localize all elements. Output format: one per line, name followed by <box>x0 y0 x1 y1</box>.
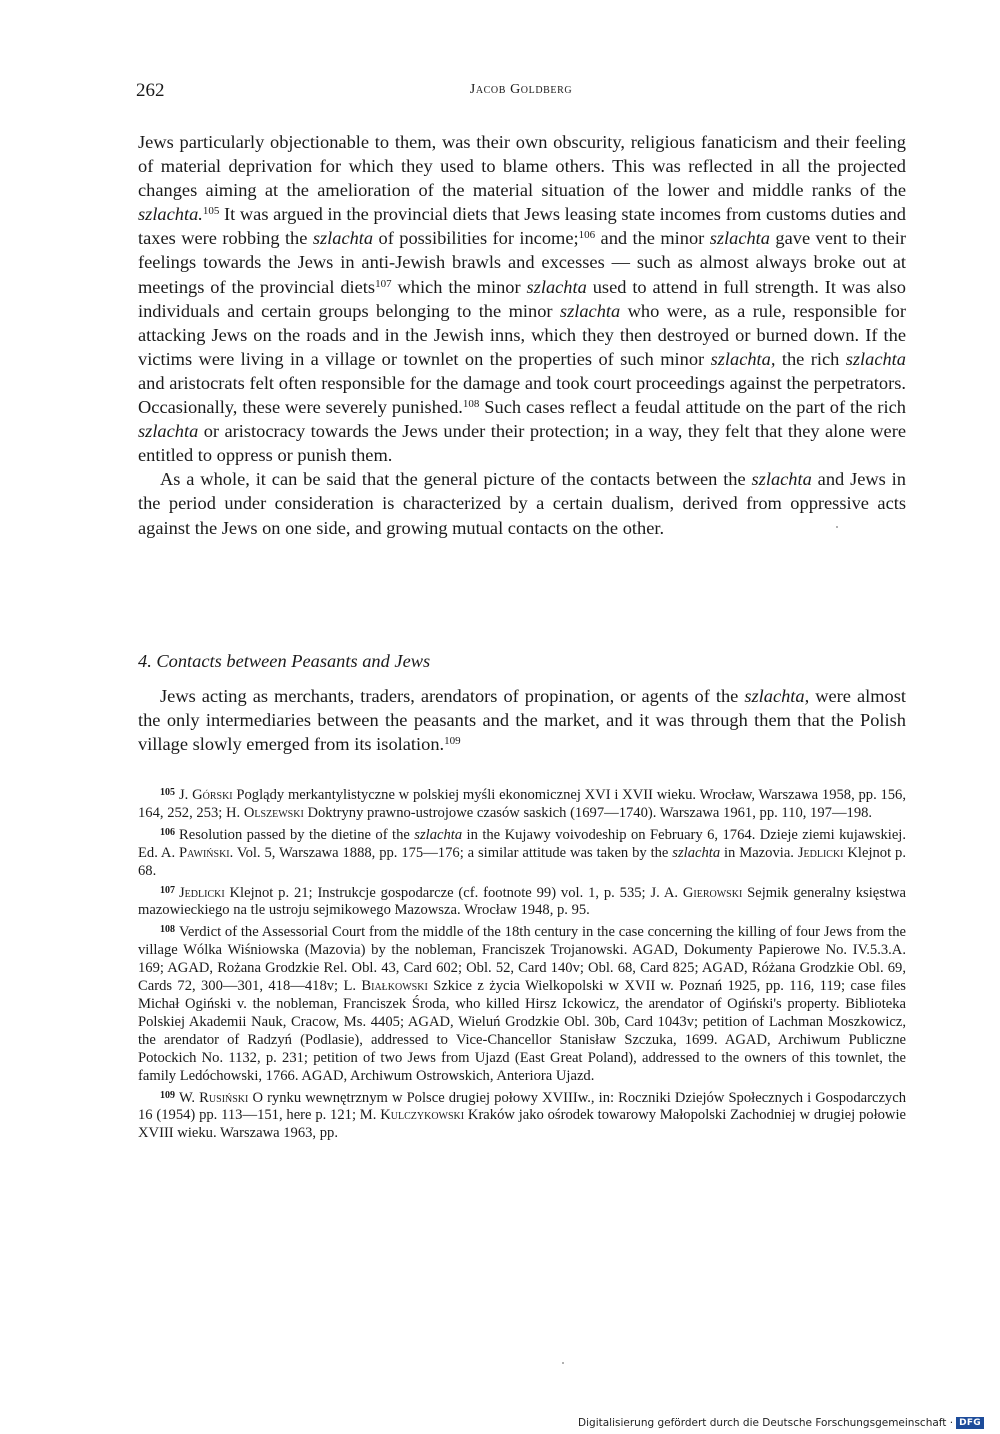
footnote-106: $^{106}$ Resolution passed by the dietine of the szlachta in the Kujawy voivodeship on February 6, 1764. Dzieje ziemi kujawskiej. Ed. A. Pawiński. Vol. 5, Warszawa 1888, pp. 175—176; a similar attitude was taken by the szlachta in Mazovia. Jedlicki Klejnot p. 68. <box>138 826 906 879</box>
scan-speck <box>562 1362 564 1364</box>
paragraph-1: Jews particularly objectionable to them, was their own obscurity, religious fanaticism and their feeling of material deprivation for which they used to blame others. This was reflected in all the projected changes aiming at the amelioration of the material situation of the lower and middle ranks of the szlachta.$^{105}$ It was argued in the provincial diets that Jews leasing state incomes from customs duties and taxes were robbing the szlachta of possibilities for income;$^{106}$ and the minor szlachta gave vent to their feelings towards the Jews in anti-Jewish brawls and excesses — such as almost always broke out at meetings of the provincial diets$^{107}$ which the minor szlachta used to attend in full strength. It was also individuals and certain groups belonging to the minor szlachta who were, as a rule, responsible for attacking Jews on the roads and in the Jewish inns, which they then destroyed or burned down. If the victims were living in a village or townlet on the properties of such minor szlachta, the rich szlachta and aristocrats felt often responsible for the damage and took court proceedings against the perpetrators. Occasionally, these were severely punished.$^{108}$ Such cases reflect a feudal attitude on the part of the rich szlachta or aristocracy towards the Jews under their protection; in a way, they felt that they alone were entitled to oppress or punish them. <box>138 132 907 466</box>
footnote-ref-109[interactable]: 109 <box>444 735 461 747</box>
footnote-ref-108[interactable]: 108 <box>462 398 480 411</box>
scan-speck <box>836 526 838 528</box>
running-head: Jacob Goldberg <box>469 82 573 97</box>
page-header <box>136 80 906 104</box>
footnote-109: $^{109}$ W. Rusiński O rynku wewnętrznym w Polsce drugiej połowy XVIIIw., in: Roczniki Dziejów Społecznych i Gospodarczych 16 (1954) pp. 113—151, here p. 121; M. Kulczykowski Kraków jako ośrodek towarowy Małopolski Zachodniej w drugiej połowie XVIII wieku. Warszawa 1963, pp. <box>138 1089 906 1142</box>
footnote-108: $^{108}$ Verdict of the Assessorial Court from the middle of the 18th century in the case concerning the killing of four Jews from the village Wólka Wiśniowska (Mazovia) by the nobleman, Franciszek Trojanowski. AGAD, Dokumenty Papierowe No. IV.5.3.A. 169; AGAD, Rożana Grodzkie Rel. Obl. 43, Card 602; Obl. 52, Card 140v; Obl. 68, Card 825; AGAD, Różana Grodzkie Obl. 69, Cards 72, 300—301, 418—418v; L. Białkowski Szkice z życia Wielkopolski w XVII w. Poznań 1925, pp. 116, 119; case files Michał Ogiński v. the nobleman, Franciszek Środa, who killed Hirsz Ickowicz, the arendator of Ogiński's property. Biblioteka Polskiej Akademii Nauk, Cracow, Ms. 4405; AGAD, Wieluń Grodzkie Obl. 30b, Card 1043v; petition of Lachman Moszkowicz, the arendator of Radzyń (Podlasie), addressed to Vice-Chancellor Stanisław Szczuka, 1699. AGAD, Archiwum Publiczne Potockich No. 1132, p. 231; petition of two Jews from Ujazd (East Great Poland), addressed to the owners of this townlet, the family Ledóchowski, 1766. AGAD, Archiwum Ostrowskich, Anteriora Ujazd. <box>138 924 906 1084</box>
footnote-107: $^{107}$ Jedlicki Klejnot p. 21; Instrukcje gospodarcze (cf. footnote 99) vol. 1, p. 535; J. A. Gierowski Sejmik generalny księstwa mazowieckiego na tle ustroju sejmikowego Mazowsza. Wrocław 1948, p. 95. <box>138 884 906 919</box>
digitization-credit: Digitalisierung gefördert durch die Deutsche Forschungsgemeinschaft · <box>578 1417 954 1429</box>
footnote-105: $^{105}$ J. Górski Poglądy merkantylistyczne w polskiej myśli ekonomicznej XVI i XVII wieku. Wrocław, Warszawa 1958, pp. 156, 164, 252, 253; H. Olszewski Doktryny prawno-ustrojowe czasów saskich (1697—1740). Warszawa 1961, pp. 110, 197—198. <box>138 787 906 821</box>
footnote-ref-105[interactable]: 105 <box>202 205 220 218</box>
footnote-ref-107[interactable]: 107 <box>375 277 392 290</box>
paragraph-3: Jews acting as merchants, traders, arendators of propination, or agents of the szlachta, were almost the only intermediaries between the peasants and the market, and it was through them that the Polish village slowly emerged from its isolation.$^{109}$ <box>138 686 907 754</box>
page-number: 262 <box>136 80 165 101</box>
section-heading: 4. Contacts between Peasants and Jews <box>138 651 431 671</box>
footnote-ref-106[interactable]: 106 <box>578 229 596 242</box>
body-text <box>138 130 906 540</box>
digitization-footer <box>578 1415 984 1431</box>
paragraph-2: As a whole, it can be said that the general picture of the contacts between the szlachta and Jews in the period under consideration is characterized by a certain dualism, derived from oppressive acts against the Jews on one side, and growing mutual contacts on the other. <box>138 469 906 538</box>
footnotes <box>138 784 906 1144</box>
dfg-logo: DFG <box>956 1417 984 1429</box>
